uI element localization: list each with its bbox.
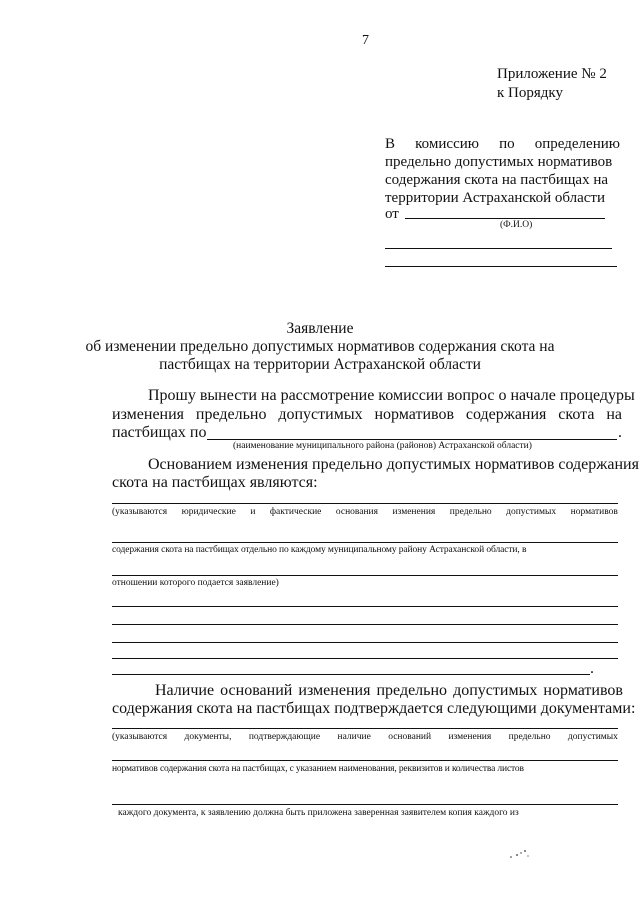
page-number: 7 xyxy=(362,33,369,48)
documents-line-3[interactable] xyxy=(112,804,618,805)
grounds-line-2[interactable] xyxy=(112,542,618,543)
documents-note-3: каждого документа, к заявлению должна быть приложена заверенная заявителем копия каждого из xyxy=(118,808,519,818)
applicant-line-1[interactable] xyxy=(385,248,612,249)
document-subtitle-2: пастбищах на территории Астраханской области xyxy=(159,356,481,373)
addressee-line-3: содержания скота на пастбищах на xyxy=(385,172,609,188)
scan-speck-marks xyxy=(508,848,534,862)
annex-line-2: к Порядку xyxy=(497,85,563,101)
paragraph3-line1: Наличие оснований изменения предельно допустимых нормативов xyxy=(155,682,623,699)
grounds-note-1: (указываются юридические и фактические основания изменения предельно допустимых нормативов xyxy=(112,507,618,517)
documents-note-2: нормативов содержания скота на пастбищах, с указанием наименования, реквизитов и количества листов xyxy=(112,764,524,774)
grounds-line-7[interactable] xyxy=(112,658,618,659)
paragraph1-line1: Прошу вынести на рассмотрение комиссии вопрос о начале процедуры xyxy=(148,387,635,404)
document-subtitle-1: об изменении предельно допустимых нормативов содержания скота на xyxy=(85,338,555,355)
paragraph3-line2: содержания скота на пастбищах подтверждается следующими документами: xyxy=(112,700,636,717)
fio-caption: (Ф.И.О) xyxy=(500,220,533,230)
annex-line-1: Приложение № 2 xyxy=(497,66,607,82)
grounds-note-3: отношении которого подается заявление) xyxy=(112,578,279,588)
addressee-line-4: территории Астраханской области xyxy=(385,190,606,206)
paragraph1-line3: пастбищах по xyxy=(112,424,207,441)
addressee-block xyxy=(385,135,620,207)
paragraph1-line2: изменения предельно допустимых нормативов содержания скота на xyxy=(112,406,622,423)
applicant-line-2[interactable] xyxy=(385,266,617,267)
paragraph1-period: . xyxy=(618,424,622,441)
document-title: Заявление xyxy=(286,320,354,337)
documents-line-2[interactable] xyxy=(112,760,618,761)
grounds-line-4[interactable] xyxy=(112,606,618,607)
grounds-line-6[interactable] xyxy=(112,642,618,643)
district-field-line[interactable] xyxy=(207,439,617,440)
district-caption: (наименование муниципального района (районов) Астраханской области) xyxy=(233,441,532,451)
documents-note-1: (указываются документы, подтверждающие наличие оснований изменения предельно допустимых xyxy=(112,732,618,742)
documents-line-1[interactable] xyxy=(112,728,618,729)
grounds-line-8[interactable] xyxy=(112,674,590,675)
addressee-line-1: В комиссию по определению xyxy=(385,136,620,152)
grounds-period: . xyxy=(590,660,594,677)
addressee-line-2: предельно допустимых нормативов xyxy=(385,154,613,170)
grounds-line-3[interactable] xyxy=(112,575,618,576)
fio-field-line[interactable] xyxy=(405,218,605,219)
grounds-line-5[interactable] xyxy=(112,624,618,625)
from-label: от xyxy=(385,206,399,222)
paragraph2-line2: скота на пастбищах являются: xyxy=(112,474,318,491)
grounds-note-2: содержания скота на пастбищах отдельно по каждому муниципальному району Астраханской области, в xyxy=(112,545,527,555)
paragraph2-line1: Основанием изменения предельно допустимых нормативов содержания xyxy=(148,456,639,473)
grounds-line-1[interactable] xyxy=(112,503,618,504)
